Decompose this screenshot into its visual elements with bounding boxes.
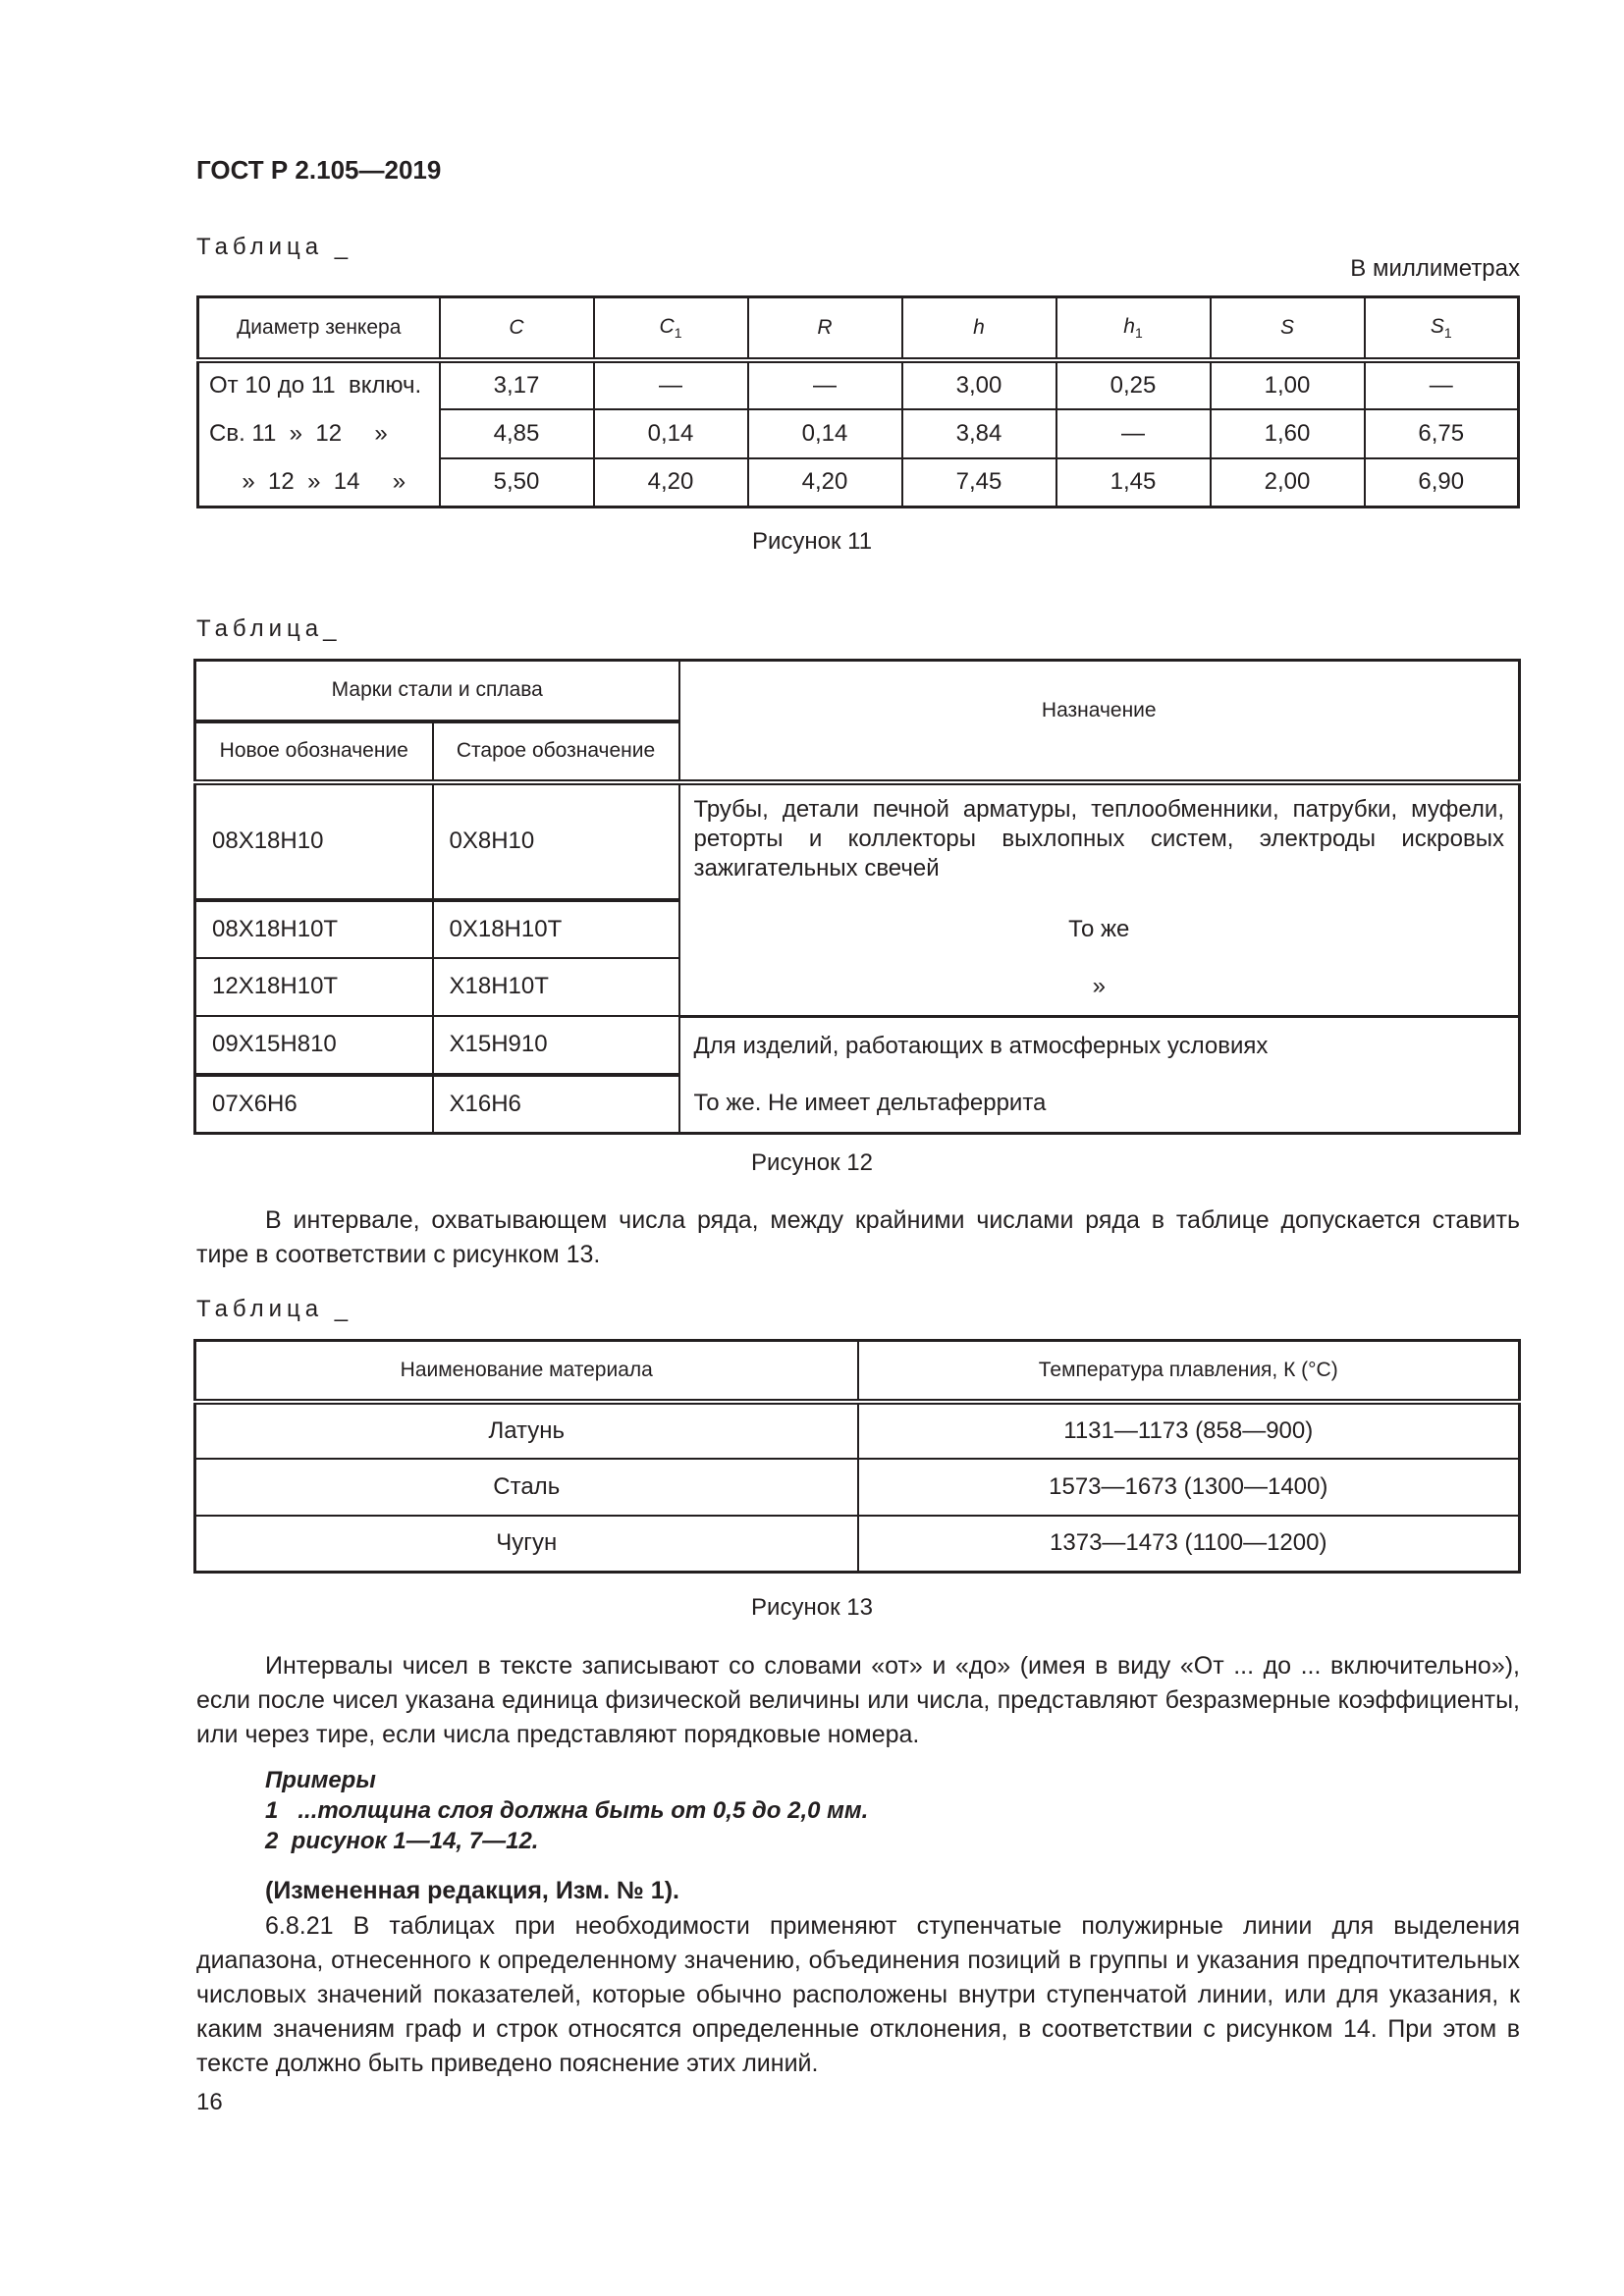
cell-value: 4,20 [594, 458, 748, 507]
table-row [195, 1402, 1520, 1459]
table-row [195, 1516, 1520, 1573]
table1-header-cell [1365, 297, 1519, 360]
paragraph: 6.8.21 В таблицах при необходимости применяют ступенчатые полужирные линии для выделения диапазона, отнесенного к определенному значению, объединения позиций в группы и указания предпочтительных числовых значений показателей, которые обычно расположены внутри ступенчатой линии, или для указания, к каким значениям граф и строк относятся определенные отклонения, в соответствии с рисунком 14. При этом в тексте должно быть приведено пояснение этих линий. [196, 1912, 1520, 2077]
old-designation-header: Старое обозначение [433, 721, 679, 782]
header-text: h [973, 315, 985, 339]
cell-value: 3,84 [902, 409, 1056, 458]
cell-value: 6,90 [1365, 458, 1519, 507]
cell-value: 5,50 [440, 458, 594, 507]
new-designation-header: Новое обозначение [195, 721, 433, 782]
table3-label: Таблица _ [196, 1296, 353, 1322]
header-text: C [659, 314, 675, 338]
cell-value: 7,45 [902, 458, 1056, 507]
cell-value: — [1056, 409, 1211, 458]
examples-title: Примеры [265, 1767, 376, 1793]
cell-diameter: Св. 11 » 12 » [198, 409, 440, 458]
cell-temperature: 1373—1473 (1100—1200) [858, 1516, 1520, 1573]
figure-12-caption: Рисунок 12 [751, 1149, 873, 1176]
header-text: S [1430, 314, 1444, 338]
cell-material: Латунь [195, 1402, 858, 1459]
header-subscript: 1 [1443, 324, 1452, 341]
table1-header-cell [198, 297, 440, 360]
table1-header-cell [1056, 297, 1211, 360]
cell-value: 0,25 [1056, 360, 1211, 409]
page-number: 16 [196, 2089, 223, 2115]
table1-header-row [198, 297, 1519, 360]
table1 [196, 295, 1520, 508]
cell-value: — [748, 360, 902, 409]
cell-material: Чугун [195, 1516, 858, 1573]
header-text: R [817, 315, 833, 339]
table2 [193, 659, 1521, 1135]
cell-value: 4,85 [440, 409, 594, 458]
cell-value: 1,00 [1211, 360, 1365, 409]
table-row [195, 1459, 1520, 1516]
cell-purpose: То же [1068, 915, 1130, 942]
table3 [193, 1339, 1521, 1574]
cell-purpose: » [1092, 972, 1106, 999]
cell-value: 6,75 [1365, 409, 1519, 458]
table-row [198, 360, 1519, 409]
cell-new: 07Х6Н6 [195, 1075, 433, 1134]
table1-header-cell [748, 297, 902, 360]
header-subscript: 1 [1134, 324, 1143, 341]
table-row [198, 409, 1519, 458]
cell-value: 1,45 [1056, 458, 1211, 507]
header-text: Диаметр зенкера [237, 315, 402, 339]
melting-temp-header: Температура плавления, К (°С) [858, 1341, 1520, 1402]
cell-temperature: 1131—1173 (858—900) [858, 1402, 1520, 1459]
table1-label: Таблица _ [196, 234, 353, 260]
cell-value: — [594, 360, 748, 409]
document-header: ГОСТ Р 2.105—2019 [196, 155, 442, 185]
table-row [198, 458, 1519, 507]
table-row [195, 782, 1520, 900]
cell-value: 3,00 [902, 360, 1056, 409]
cell-temperature: 1573—1673 (1300—1400) [858, 1459, 1520, 1516]
cell-purpose: То же. Не имеет дельтаферрита [693, 1089, 1047, 1116]
paragraph: Интервалы чисел в тексте записывают со словами «от» и «до» (имея в виду «От ... до ... включительно»), если после чисел указана единица физической величины или числа, представляют безразмерные коэффициенты, или через тире, если числа представляют порядковые номера. [196, 1652, 1520, 1748]
table1-header-cell [440, 297, 594, 360]
cell-value: 1,60 [1211, 409, 1365, 458]
cell-diameter: » 12 » 14 » [198, 458, 440, 507]
group-header: Марки стали и сплава [195, 661, 679, 721]
table-row [195, 1016, 1520, 1075]
cell-purpose-group [679, 1016, 1520, 1133]
cell-old: 0Х18Н10Т [433, 900, 679, 958]
cell-value: 2,00 [1211, 458, 1365, 507]
cell-purpose: Для изделий, работающих в атмосферных условиях [693, 1032, 1269, 1059]
cell-old: Х15Н910 [433, 1016, 679, 1075]
header-text: h [1123, 314, 1135, 338]
cell-value: 3,17 [440, 360, 594, 409]
purpose-header: Назначение [679, 661, 1520, 782]
cell-value: 0,14 [748, 409, 902, 458]
example-item: 2 рисунок 1—14, 7—12. [265, 1828, 539, 1854]
figure-13-caption: Рисунок 13 [751, 1594, 873, 1621]
cell-new: 08Х18Н10Т [195, 900, 433, 958]
cell-value: 4,20 [748, 458, 902, 507]
cell-purpose-group [679, 782, 1520, 1017]
example-item: 1 ...толщина слоя должна быть от 0,5 до 2,0 мм. [265, 1797, 869, 1824]
amendment-note: (Измененная редакция, Изм. № 1). [265, 1877, 679, 1904]
cell-old: Х16Н6 [433, 1075, 679, 1134]
material-header: Наименование материала [195, 1341, 858, 1402]
header-text: C [509, 315, 524, 339]
table1-header-cell [902, 297, 1056, 360]
cell-value: — [1365, 360, 1519, 409]
cell-old: Х18Н10Т [433, 958, 679, 1016]
paragraph: В интервале, охватывающем числа ряда, между крайними числами ряда в таблице допускается ставить тире в соответствии с рисунком 13. [196, 1206, 1520, 1268]
header-subscript: 1 [674, 324, 682, 341]
cell-old: 0Х8Н10 [433, 782, 679, 900]
cell-new: 08Х18Н10 [195, 782, 433, 900]
cell-value: 0,14 [594, 409, 748, 458]
cell-material: Сталь [195, 1459, 858, 1516]
table1-header-cell [594, 297, 748, 360]
table1-header-cell [1211, 297, 1365, 360]
header-text: S [1279, 315, 1294, 339]
table1-units: В миллиметрах [1350, 255, 1520, 282]
cell-purpose: Трубы, детали печной арматуры, теплообменники, патрубки, муфели, реторты и коллекторы выхлопных систем, электроды искровых зажигательных свечей [693, 795, 1504, 881]
cell-new: 12Х18Н10Т [195, 958, 433, 1016]
cell-diameter: От 10 до 11 включ. [198, 360, 440, 409]
table2-label: Таблица_ [196, 615, 342, 642]
cell-new: 09Х15Н810 [195, 1016, 433, 1075]
figure-11-caption: Рисунок 11 [751, 528, 873, 555]
